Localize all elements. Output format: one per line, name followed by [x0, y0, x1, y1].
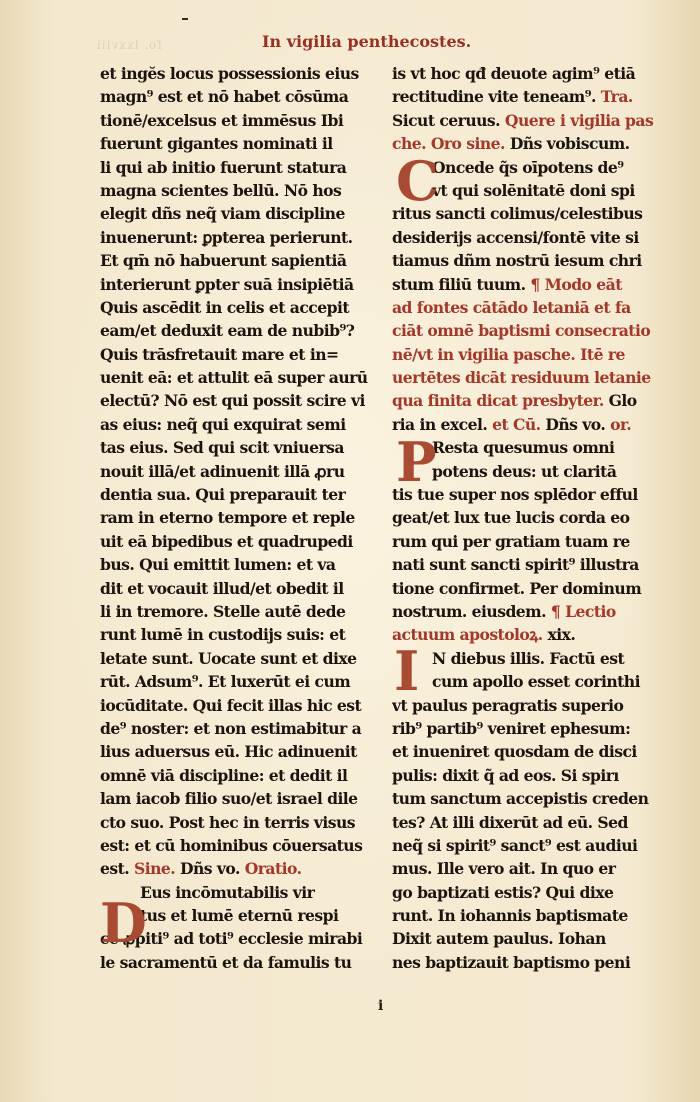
- text-line: [392, 109, 668, 132]
- text-line: [392, 296, 668, 319]
- text-line: [392, 647, 668, 670]
- body-text: cum apollo esset corinthi: [432, 672, 640, 692]
- text-line: [392, 530, 668, 553]
- rubric-text: ad fontes cātādo letaniā et fa: [392, 297, 631, 317]
- body-text: omnē viā discipline: et dedit il: [100, 765, 348, 785]
- body-text: ce ꝓpiti⁹ ad toti⁹ ecclesie mirabi: [100, 929, 363, 949]
- body-text: magn⁹ est et nō habet cōsūma: [100, 87, 349, 107]
- rubric-text: actuum apostoloꝝ.: [392, 625, 548, 645]
- body-text: pulis: dixit q̃ ad eos. Si spirı: [392, 765, 619, 785]
- body-text: Quis trāsfretauit mare et in=: [100, 344, 339, 364]
- text-line: [392, 951, 668, 974]
- body-text: Glo: [608, 391, 637, 411]
- text-line: [100, 764, 376, 787]
- text-line: [100, 62, 376, 85]
- body-text: Resta quesumus omni: [432, 438, 615, 458]
- body-text: stum filiū tuum.: [392, 274, 531, 294]
- body-text: neq̃ si spirit⁹ sanct⁹ est audiui: [392, 835, 638, 855]
- body-text: de⁹ noster: et non estimabitur a: [100, 718, 362, 738]
- text-line: [392, 319, 668, 342]
- text-line: [392, 811, 668, 834]
- body-text: lius aduersus eū. Hic adinuenit: [100, 742, 357, 762]
- body-text: N diebus illis. Factū est: [432, 648, 625, 668]
- rubric-text: uertētes dicāt residuum letanie: [392, 368, 651, 388]
- text-line: [100, 202, 376, 225]
- body-text: rum qui per gratiam tuam re: [392, 531, 630, 551]
- rubric-text: or.: [610, 414, 632, 434]
- body-text: ritus sancti colimus/celestibus: [392, 204, 643, 224]
- body-text: nati sunt sancti spirit⁹ illustra: [392, 555, 639, 575]
- text-line: [392, 343, 668, 366]
- body-text: elegit dñs neq̃ viam discipline: [100, 204, 345, 224]
- body-text: tes? At illi dixerūt ad eū. Sed: [392, 812, 628, 832]
- body-text: interierunt ꝑpter suā insipiētiā: [100, 274, 354, 294]
- body-text: dentia sua. Qui preparauit ter: [100, 485, 346, 505]
- rubric-text: Quere i vigilia pas: [504, 110, 654, 130]
- body-text: fuerunt gigantes nominati il: [100, 134, 333, 154]
- body-text: Oncede q̃s oīpotens de⁹: [432, 157, 624, 177]
- body-text: runt. In iohannis baptismate: [392, 906, 628, 926]
- text-line: [100, 156, 376, 179]
- body-text: tas eius. Sed qui scit vniuersa: [100, 438, 344, 458]
- body-text: vt qui solēnitatē doni spi: [432, 180, 635, 200]
- text-line: [100, 717, 376, 740]
- body-text: rectitudine vite teneam⁹.: [392, 87, 601, 107]
- body-text: uenit eā: et attulit eā super aurū: [100, 368, 368, 388]
- body-text: mus. Ille vero ait. In quo er: [392, 859, 616, 879]
- text-line: [392, 694, 668, 717]
- body-text: tis tue super nos splēdor efful: [392, 485, 638, 505]
- text-line: [100, 857, 376, 880]
- body-text: nostrum. eiusdem.: [392, 601, 551, 621]
- body-text: go baptizati estis? Qui dixe: [392, 882, 614, 902]
- body-text: tum sanctum accepistis creden: [392, 789, 649, 809]
- body-text: et ingĕs locus possessionis eius: [100, 64, 359, 83]
- text-line: [392, 881, 668, 904]
- left-text-column: [100, 62, 376, 974]
- body-text: iocūditate. Qui fecit illas hic est: [100, 695, 362, 715]
- text-line: [100, 226, 376, 249]
- text-line: [392, 717, 668, 740]
- text-line: [100, 670, 376, 693]
- text-line: [100, 483, 376, 506]
- body-text: tione confirmet. Per dominum: [392, 578, 642, 598]
- rubric-text: Oratio.: [244, 859, 302, 879]
- rubric-text: ciāt omnē baptismi consecratio: [392, 321, 651, 341]
- text-line: [100, 249, 376, 272]
- body-text: tiamus dñm nostrū iesum chri: [392, 251, 642, 271]
- body-text: eam/et deduxit eam de nubib⁹?: [100, 321, 355, 341]
- body-text: ram in eterno tempore et reple: [100, 508, 355, 528]
- text-line: [100, 366, 376, 389]
- text-line: [100, 694, 376, 717]
- text-line: [392, 857, 668, 880]
- text-line: [392, 389, 668, 412]
- text-line: [392, 670, 668, 693]
- body-text: Dñs vo.: [540, 414, 611, 434]
- text-line: [392, 623, 668, 646]
- text-line: [100, 530, 376, 553]
- body-text: et inueniret quosdam de disci: [392, 742, 637, 762]
- rubric-text: ¶ Modo eāt: [530, 274, 622, 294]
- rubric-text: qua finita dicat presbyter.: [392, 391, 609, 411]
- body-text: inuenerunt: ꝑpterea perierunt.: [100, 227, 353, 247]
- text-line: [392, 366, 668, 389]
- body-text: li qui ab initio fuerunt statura: [100, 157, 347, 177]
- text-line: [392, 904, 668, 927]
- body-text: cto suo. Post hec in terris visus: [100, 812, 356, 832]
- folio-number: i: [378, 998, 384, 1014]
- text-line: [392, 927, 668, 950]
- right-text-column: [392, 62, 668, 974]
- body-text: le sacramentū et da famulis tu: [100, 952, 352, 972]
- body-text: Dñs vo.: [175, 859, 245, 879]
- text-line: [100, 553, 376, 576]
- decorated-initial-d: D: [100, 891, 147, 955]
- text-line: [100, 389, 376, 412]
- text-line: [100, 623, 376, 646]
- text-line: [100, 787, 376, 810]
- body-text: electū? Nō est qui possit scire vi: [100, 391, 365, 411]
- body-text: uit eā bipedibus et quadrupedi: [100, 531, 353, 551]
- text-line: [100, 460, 376, 483]
- decorated-initial-p: P: [396, 430, 437, 494]
- body-text: nes baptizauit baptismo peni: [392, 952, 631, 972]
- body-text: as eius: neq̃ qui exquirat semi: [100, 414, 346, 434]
- body-text: Eus incōmutabilis vir: [140, 882, 315, 902]
- decorated-initial-i: I: [394, 639, 420, 703]
- text-line: [100, 577, 376, 600]
- body-text: Et qm̄ nō habuerunt sapientiā: [100, 251, 347, 271]
- rubric-text: ¶ Lectio: [550, 601, 616, 621]
- text-line: [392, 764, 668, 787]
- text-line: [100, 436, 376, 459]
- rubric-text: che. Oro sine.: [392, 134, 505, 154]
- ink-speck: [182, 18, 188, 20]
- body-text: est: et cū hominibus cōuersatus: [100, 835, 363, 855]
- text-line: [392, 577, 668, 600]
- text-line: [100, 834, 376, 857]
- body-text: magna scientes bellū. Nō hos: [100, 180, 342, 200]
- text-line: [100, 647, 376, 670]
- body-text: Quis ascēdit in celis et accepit: [100, 297, 349, 317]
- text-line: [100, 343, 376, 366]
- text-line: [100, 319, 376, 342]
- text-line: [392, 226, 668, 249]
- text-line: [100, 811, 376, 834]
- rubric-text: Tra.: [600, 87, 633, 107]
- body-text: xix.: [547, 625, 576, 645]
- body-text: lam iacob filio suo/et israel dile: [100, 789, 358, 809]
- body-text: bus. Qui emittit lumen: et va: [100, 555, 336, 575]
- body-text: vt paulus peragratis superio: [392, 695, 624, 715]
- text-line: [100, 273, 376, 296]
- text-line: [392, 249, 668, 272]
- text-line: [100, 109, 376, 132]
- body-text: is vt hoc qđ deuote agim⁹ etiā: [392, 64, 636, 83]
- decorated-initial-c: C: [396, 149, 439, 213]
- text-line: [392, 834, 668, 857]
- body-text: dit et vocauit illud/et obedit il: [100, 578, 344, 598]
- text-line: [100, 506, 376, 529]
- text-line: [100, 179, 376, 202]
- text-line: [392, 506, 668, 529]
- body-text: geat/et lux tue lucis corda eo: [392, 508, 630, 528]
- body-text: desiderijs accensi/fontē vite si: [392, 227, 639, 247]
- body-text: li in tremore. Stelle autē dede: [100, 601, 346, 621]
- running-header: In vigilia penthecostes.: [262, 32, 472, 51]
- body-text: rūt. Adsum⁹. Et luxerūt ei cum: [100, 672, 351, 692]
- text-line: [100, 413, 376, 436]
- text-line: [392, 787, 668, 810]
- body-text: tus et lumē eternū respi: [140, 906, 339, 926]
- text-line: [392, 62, 668, 85]
- body-text: Sicut ceruus.: [392, 110, 505, 130]
- text-line: [392, 553, 668, 576]
- text-line: [100, 296, 376, 319]
- body-text: Dixit autem paulus. Iohan: [392, 929, 606, 949]
- body-text: rib⁹ partib⁹ veniret ephesum:: [392, 718, 631, 738]
- rubric-text: et Cū.: [492, 414, 541, 434]
- body-text: ria in excel.: [392, 414, 493, 434]
- rubric-text: nē/vt in vigilia pasche. Itē re: [392, 344, 625, 364]
- body-text: tionē/excelsus et immēsus Ibi: [100, 110, 344, 130]
- bleed-through-text: fo. lxxviii: [96, 38, 162, 52]
- text-line: [392, 600, 668, 623]
- body-text: Dñs vobiscum.: [504, 134, 630, 154]
- body-text: runt lumē in custodijs suis: et: [100, 625, 346, 645]
- text-line: [100, 132, 376, 155]
- text-line: [392, 740, 668, 763]
- body-text: letate sunt. Uocate sunt et dixe: [100, 648, 357, 668]
- body-text: est.: [100, 859, 135, 879]
- body-text: potens deus: ut claritā: [432, 461, 617, 481]
- body-text: nouit illā/et adinuenit illā ꝓru: [100, 461, 345, 481]
- text-line: [100, 600, 376, 623]
- text-line: [392, 85, 668, 108]
- text-line: [392, 273, 668, 296]
- rubric-text: Sine.: [134, 859, 176, 879]
- text-line: [100, 85, 376, 108]
- text-line: [100, 740, 376, 763]
